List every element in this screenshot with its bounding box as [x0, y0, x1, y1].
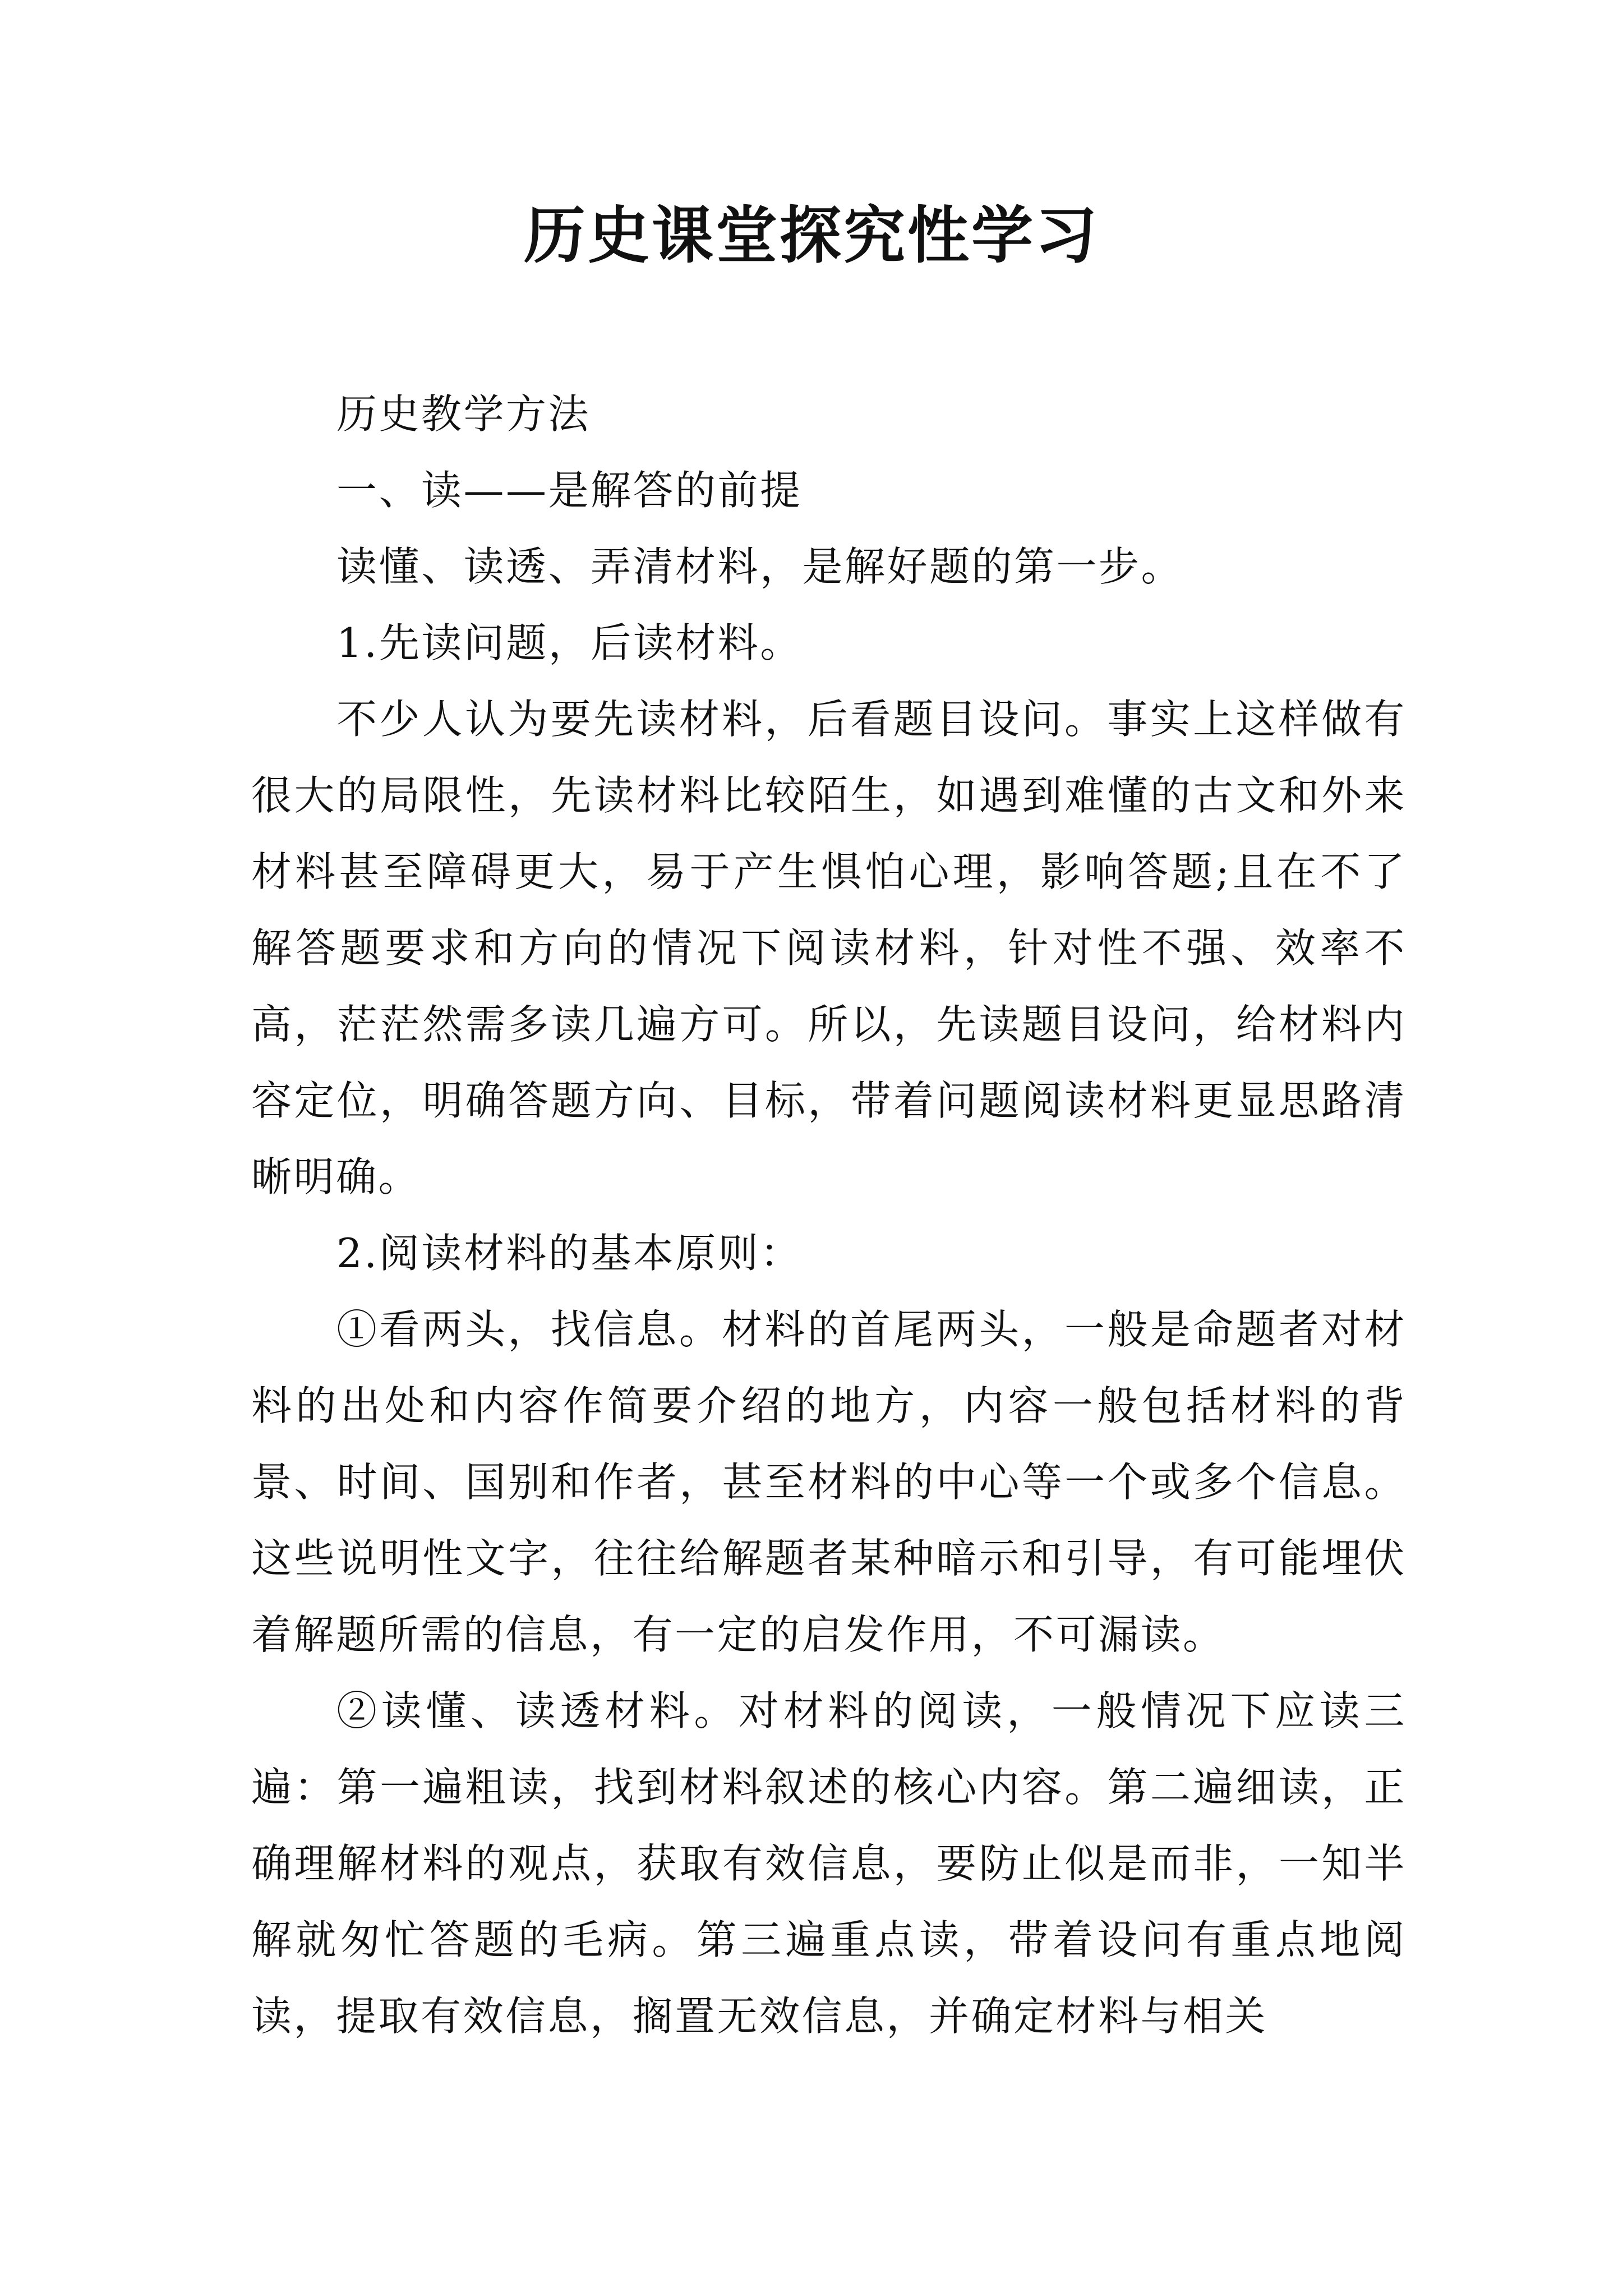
paragraph-principle-2: ②读懂、读透材料。对材料的阅读，一般情况下应读三遍：第一遍粗读，找到材料叙述的核心内容。第二遍细读，正确理解材料的观点，获取有效信息，要防止似是而非，一知半解就匆忙答题的毛病。第三遍重点读，带着设问有重点地阅读，提取有效信息，搁置无效信息，并确定材料与相关 [251, 1687, 1407, 2040]
paragraph-principle-1: ①看两头，找信息。材料的首尾两头，一般是命题者对材料的出处和内容作简要介绍的地方，内容一般包括材料的背景、时间、国别和作者，甚至材料的中心等一个或多个信息。这些说明性文字，往往给解题者某种暗示和引导，有可能埋伏着解题所需的信息，有一定的启发作用，不可漏读。 [251, 1306, 1407, 1658]
paragraph-intro: 读懂、读透、弄清材料，是解好题的第一步。 [336, 543, 1184, 590]
paragraph-section-heading: 历史教学方法 [336, 390, 591, 438]
paragraph-point-1-body: 不少人认为要先读材料，后看题目设问。事实上这样做有很大的局限性，先读材料比较陌生，如遇到难懂的古文和外来材料甚至障碍更大，易于产生惧怕心理，影响答题;且在不了解答题要求和方向的情况下阅读材料，针对性不强、效率不高，茫茫然需多读几遍方可。所以，先读题目设问，给材料内容定位，明确答题方向、目标，带着问题阅读材料更显思路清晰明确。 [251, 696, 1407, 1200]
paragraph-point-2: 2.阅读材料的基本原则： [336, 1230, 803, 1277]
paragraph-point-1: 1.先读问题，后读材料。 [336, 619, 803, 666]
document-title: 历史课堂探究性学习 [524, 199, 1099, 272]
paragraph-heading-read: 一、读——是解答的前提 [336, 467, 803, 514]
document-body [251, 376, 1407, 2054]
